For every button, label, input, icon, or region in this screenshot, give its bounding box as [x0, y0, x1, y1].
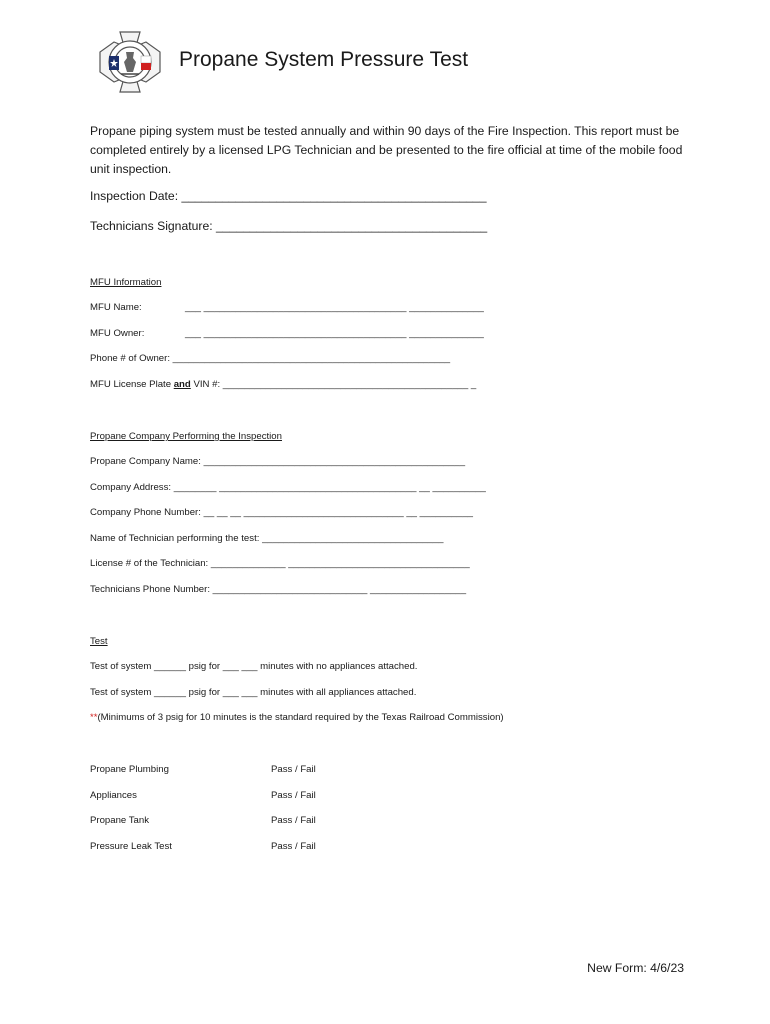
license-plate-and: and — [173, 379, 191, 390]
intro-paragraph: Propane piping system must be tested annually and within 90 days of the Fire Inspection. This report must be completed entirely by a licensed LPG Technician and be presented to the fire official at time of the mobile food unit inspection. — [90, 124, 683, 176]
mfu-owner-field[interactable]: ___ ______________________________________ ______________ — [185, 328, 484, 339]
license-plate-vin-field[interactable] — [90, 379, 476, 390]
fire-department-badge-logo — [96, 28, 164, 96]
company-address-field[interactable]: Company Address: ________ _____________________________________ __ __________ — [90, 482, 486, 493]
owner-phone-field[interactable]: Phone # of Owner: ____________________________________________________ — [90, 353, 451, 364]
result-status-leak-test[interactable]: Pass / Fail — [271, 841, 316, 852]
test-section-heading: Test — [90, 636, 108, 647]
result-label-appliances: Appliances — [90, 790, 137, 801]
company-name-field[interactable]: Propane Company Name: _________________________________________________ — [90, 456, 466, 467]
technicians-signature-field[interactable]: Technicians Signature: ________________________________________ — [90, 219, 488, 233]
result-label-plumbing: Propane Plumbing — [90, 764, 169, 775]
result-status-plumbing[interactable]: Pass / Fail — [271, 764, 316, 775]
page-title: Propane System Pressure Test — [179, 48, 469, 71]
technician-license-field[interactable]: License # of the Technician: ______________ __________________________________ — [90, 558, 470, 569]
note-asterisks: ** — [90, 712, 98, 723]
mfu-name-label: MFU Name: — [90, 302, 142, 313]
test-no-appliances-field[interactable]: Test of system ______ psig for ___ ___ minutes with no appliances attached. — [90, 661, 418, 672]
standard-note — [90, 712, 504, 723]
mfu-name-field[interactable]: ___ ______________________________________ ______________ — [185, 302, 484, 313]
technician-name-field[interactable]: Name of Technician performing the test: __________________________________ — [90, 533, 444, 544]
result-status-tank[interactable]: Pass / Fail — [271, 815, 316, 826]
mfu-section-heading: MFU Information — [90, 277, 162, 288]
vin-label-line: VIN #: ______________________________________________ _ — [190, 379, 477, 390]
result-label-tank: Propane Tank — [90, 815, 150, 826]
technician-phone-field[interactable]: Technicians Phone Number: _____________________________ __________________ — [90, 584, 467, 595]
form-version-footer: New Form: 4/6/23 — [587, 961, 684, 975]
company-phone-field[interactable]: Company Phone Number: __ __ __ ______________________________ __ __________ — [90, 507, 474, 518]
result-status-appliances[interactable]: Pass / Fail — [271, 790, 316, 801]
mfu-owner-label: MFU Owner: — [90, 328, 145, 339]
inspection-date-field[interactable]: Inspection Date: _____________________________________________ — [90, 189, 487, 203]
note-text: (Minimums of 3 psig for 10 minutes is the standard required by the Texas Railroad Commission) — [97, 712, 504, 723]
license-plate-label: MFU License Plate — [90, 379, 174, 390]
test-all-appliances-field[interactable]: Test of system ______ psig for ___ ___ minutes with all appliances attached. — [90, 687, 417, 698]
result-label-leak-test: Pressure Leak Test — [90, 841, 172, 852]
company-section-heading: Propane Company Performing the Inspection — [90, 431, 282, 442]
